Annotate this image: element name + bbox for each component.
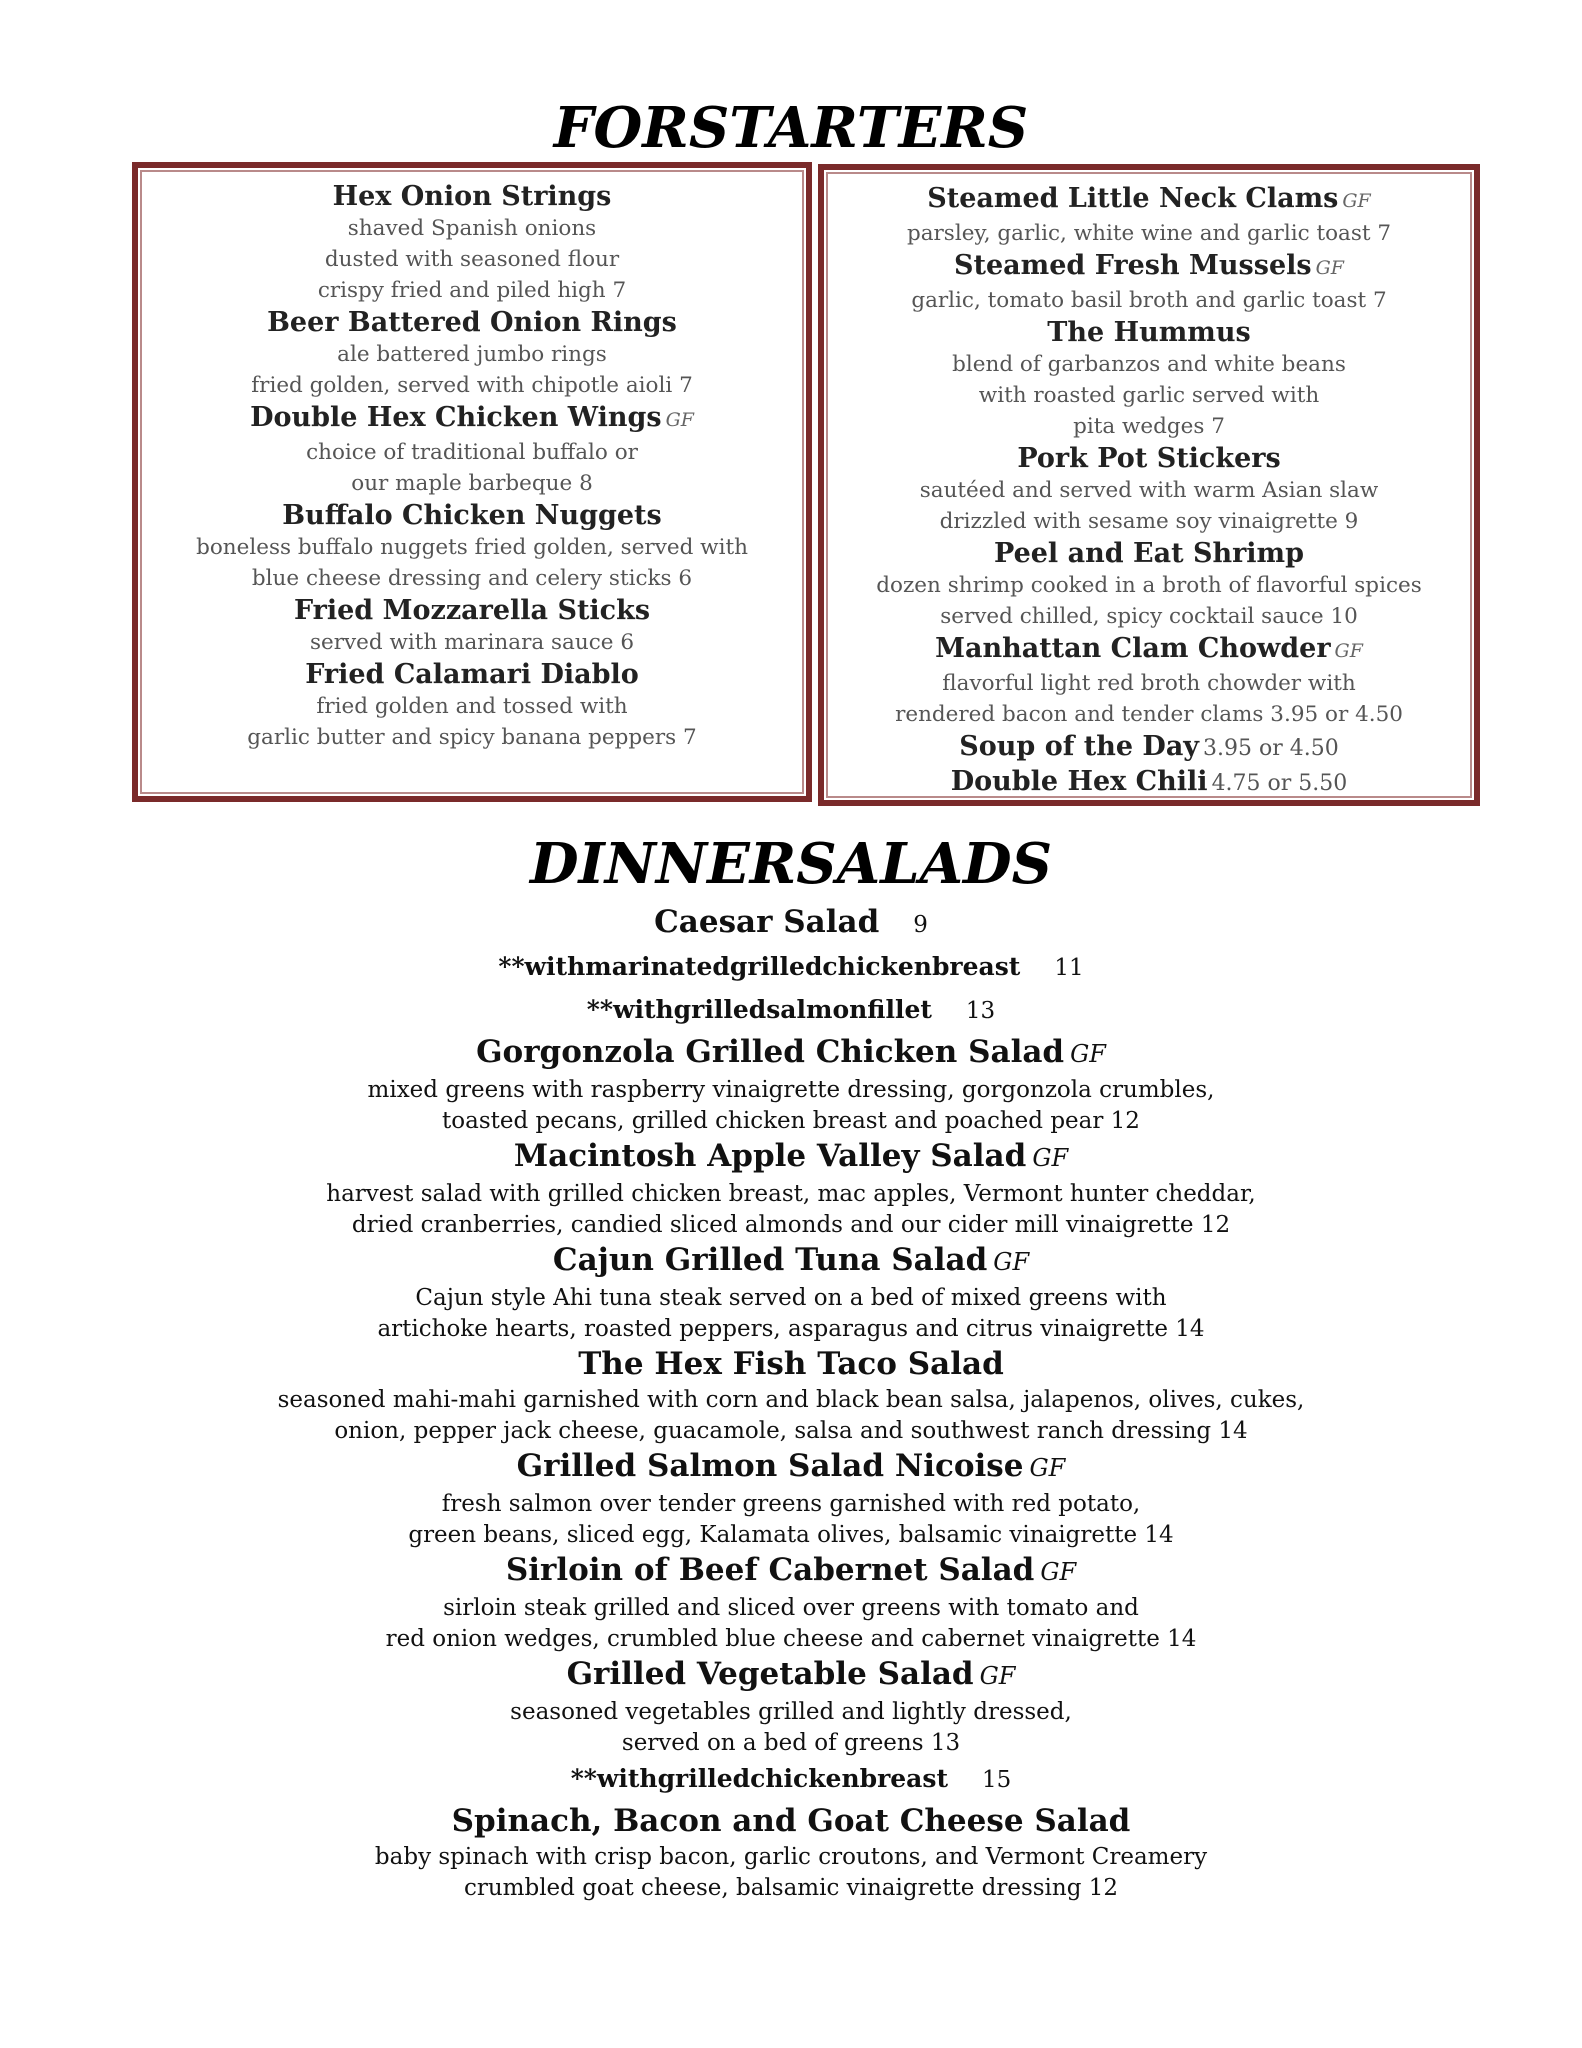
salad-item <box>0 1032 1582 1136</box>
salad-description: dried cranberries, candied sliced almonds and our cider mill vinaigrette 12 <box>351 1211 1231 1238</box>
item-name: Manhattan Clam Chowder <box>935 633 1331 664</box>
item-title <box>138 180 806 213</box>
menu-item <box>138 594 806 658</box>
menu-item <box>824 316 1474 442</box>
menu-item <box>824 730 1474 765</box>
gluten-free-tag: GF <box>1315 257 1344 279</box>
gluten-free-tag: GF <box>993 1248 1030 1276</box>
salad-item <box>0 1550 1582 1654</box>
item-title <box>824 537 1474 570</box>
starters-right-box <box>818 164 1480 806</box>
salad-item <box>0 1446 1582 1550</box>
item-name: Soup of the Day <box>959 731 1199 762</box>
item-name: The Hummus <box>1047 317 1251 348</box>
menu-item <box>824 249 1474 316</box>
addon-label: **withmarinatedgrilledchickenbreast <box>498 952 1021 981</box>
item-name: Steamed Little Neck Clams <box>927 183 1339 214</box>
item-description: rendered bacon and tender clams 3.95 or 4.50 <box>895 702 1403 727</box>
salad-description: seasoned vegetables grilled and lightly dressed, <box>510 1699 1072 1725</box>
gluten-free-tag: GF <box>1070 1040 1106 1068</box>
salad-addon <box>0 946 1582 989</box>
item-description: garlic, tomato basil broth and garlic toast 7 <box>911 288 1387 313</box>
menu-item <box>138 401 806 499</box>
salad-item <box>0 1240 1582 1344</box>
menu-item <box>824 632 1474 730</box>
salad-description: harvest salad with grilled chicken breast, mac apples, Vermont hunter cheddar, <box>326 1181 1256 1207</box>
salad-description: seasoned mahi-mahi garnished with corn and black bean salsa, jalapenos, olives, cukes, <box>277 1387 1305 1413</box>
salad-name: Grilled Vegetable Salad <box>566 1656 974 1692</box>
item-description: garlic butter and spicy banana peppers 7 <box>247 725 697 750</box>
item-description: dozen shrimp cooked in a broth of flavorful spices <box>876 573 1422 598</box>
salad-name: Caesar Salad <box>654 904 880 940</box>
item-name: Fried Mozzarella Sticks <box>293 595 651 626</box>
salad-addon <box>0 1758 1582 1801</box>
item-name: Beer Battered Onion Rings <box>267 307 677 338</box>
menu-item <box>824 442 1474 537</box>
salad-item <box>0 1136 1582 1240</box>
item-description: with roasted garlic served with <box>978 383 1320 408</box>
item-title <box>824 249 1474 285</box>
item-description: drizzled with sesame soy vinaigrette 9 <box>939 509 1359 534</box>
salad-description: mixed greens with raspberry vinaigrette dressing, gorgonzola crumbles, <box>367 1077 1215 1103</box>
salad-description: served on a bed of greens 13 <box>621 1729 961 1756</box>
salad-name: Macintosh Apple Valley Salad <box>513 1138 1027 1174</box>
gluten-free-tag: GF <box>979 1662 1016 1690</box>
menu-item <box>824 182 1474 249</box>
menu-item <box>138 180 806 306</box>
gluten-free-tag: GF <box>665 409 694 431</box>
gluten-free-tag: GF <box>1342 190 1371 212</box>
item-title <box>824 730 1474 765</box>
addon-label: **withgrilledsalmonfillet <box>586 995 932 1024</box>
item-description: choice of traditional buffalo or <box>306 440 638 465</box>
item-description: fried golden, served with chipotle aioli 7 <box>251 373 693 398</box>
salad-item <box>0 902 1582 1032</box>
salad-title <box>0 1550 1582 1593</box>
salad-name: Cajun Grilled Tuna Salad <box>552 1242 988 1278</box>
item-description: our maple barbeque 8 <box>351 471 593 496</box>
item-description: boneless buffalo nuggets fried golden, served with <box>196 535 748 560</box>
salad-price: 9 <box>913 912 928 938</box>
salads-heading: DINNERSALADS <box>529 831 1053 897</box>
item-price: 4.75 or 5.50 <box>1211 771 1348 796</box>
item-title <box>824 632 1474 668</box>
item-title <box>138 594 806 627</box>
item-description: crispy fried and piled high 7 <box>317 278 627 303</box>
salad-description: red onion wedges, crumbled blue cheese and cabernet vinaigrette 14 <box>385 1625 1197 1652</box>
item-description: fried golden and tossed with <box>316 694 628 719</box>
salad-description: green beans, sliced egg, Kalamata olives, balsamic vinaigrette 14 <box>408 1521 1174 1548</box>
item-title <box>138 401 806 437</box>
salad-description: fresh salmon over tender greens garnished with red potato, <box>441 1491 1141 1517</box>
item-name: Steamed Fresh Mussels <box>954 250 1312 281</box>
salad-title <box>0 1344 1582 1385</box>
menu-item <box>138 658 806 753</box>
item-description: served with marinara sauce 6 <box>309 630 635 655</box>
menu-item <box>824 537 1474 632</box>
item-title <box>824 182 1474 218</box>
gluten-free-tag: GF <box>1032 1144 1069 1172</box>
item-description: blend of garbanzos and white beans <box>952 352 1346 377</box>
starters-left-box <box>132 162 812 802</box>
salad-description: Cajun style Ahi tuna steak served on a bed of mixed greens with <box>415 1285 1167 1311</box>
item-description: parsley, garlic, white wine and garlic toast 7 <box>906 221 1392 246</box>
menu-item <box>824 765 1474 800</box>
gluten-free-tag: GF <box>1040 1558 1077 1586</box>
item-name: Hex Onion Strings <box>332 181 612 212</box>
salads-list <box>0 902 1582 1903</box>
menu-item <box>138 306 806 401</box>
salad-title <box>0 1240 1582 1283</box>
item-description: dusted with seasoned flour <box>324 247 620 272</box>
starters-heading: FORSTARTERS <box>553 95 1029 161</box>
item-title <box>138 306 806 339</box>
item-name: Fried Calamari Diablo <box>305 659 639 690</box>
salad-description: baby spinach with crisp bacon, garlic croutons, and Vermont Creamery <box>374 1844 1208 1870</box>
salad-description: toasted pecans, grilled chicken breast and poached pear 12 <box>442 1107 1140 1134</box>
item-title <box>824 316 1474 349</box>
gluten-free-tag: GF <box>1029 1454 1066 1482</box>
item-description: ale battered jumbo rings <box>337 342 607 367</box>
item-title <box>824 442 1474 475</box>
item-description: shaved Spanish onions <box>347 216 597 241</box>
item-name: Buffalo Chicken Nuggets <box>282 500 662 531</box>
salad-description: sirloin steak grilled and sliced over greens with tomato and <box>443 1595 1139 1621</box>
salad-name: Spinach, Bacon and Goat Cheese Salad <box>451 1803 1131 1839</box>
addon-price: 13 <box>965 998 996 1024</box>
salad-item <box>0 1344 1582 1446</box>
item-title <box>138 658 806 691</box>
salad-description: artichoke hearts, roasted peppers, asparagus and citrus vinaigrette 14 <box>377 1315 1205 1342</box>
item-name: Double Hex Chicken Wings <box>250 402 662 433</box>
salad-item <box>0 1801 1582 1903</box>
item-title <box>138 499 806 532</box>
menu-item <box>138 499 806 594</box>
salad-description: crumbled goat cheese, balsamic vinaigrette dressing 12 <box>463 1874 1119 1901</box>
salad-title <box>0 902 1582 946</box>
salad-title <box>0 1032 1582 1075</box>
salad-description: onion, pepper jack cheese, guacamole, salsa and southwest ranch dressing 14 <box>334 1417 1248 1444</box>
salad-addon <box>0 989 1582 1032</box>
item-name: Pork Pot Stickers <box>1017 443 1281 474</box>
salad-title <box>0 1801 1582 1842</box>
addon-price: 15 <box>982 1767 1012 1793</box>
item-name: Peel and Eat Shrimp <box>994 538 1304 569</box>
item-description: pita wedges 7 <box>1073 414 1225 439</box>
item-description: flavorful light red broth chowder with <box>942 671 1356 696</box>
addon-price: 11 <box>1054 955 1084 981</box>
item-price: 3.95 or 4.50 <box>1203 736 1339 761</box>
item-description: sautéed and served with warm Asian slaw <box>919 478 1379 503</box>
salad-name: Sirloin of Beef Cabernet Salad <box>505 1552 1035 1588</box>
item-description: served chilled, spicy cocktail sauce 10 <box>940 604 1358 629</box>
item-description: blue cheese dressing and celery sticks 6 <box>251 566 693 591</box>
item-name: Double Hex Chili <box>950 766 1208 797</box>
salad-title <box>0 1136 1582 1179</box>
salad-item <box>0 1654 1582 1801</box>
addon-label: **withgrilledchickenbreast <box>570 1764 949 1793</box>
gluten-free-tag: GF <box>1334 640 1363 662</box>
salad-name: Gorgonzola Grilled Chicken Salad <box>476 1034 1065 1070</box>
salad-title <box>0 1446 1582 1489</box>
item-title <box>824 765 1474 800</box>
salad-name: The Hex Fish Taco Salad <box>578 1346 1004 1382</box>
salad-title <box>0 1654 1582 1697</box>
salad-name: Grilled Salmon Salad Nicoise <box>516 1448 1024 1484</box>
